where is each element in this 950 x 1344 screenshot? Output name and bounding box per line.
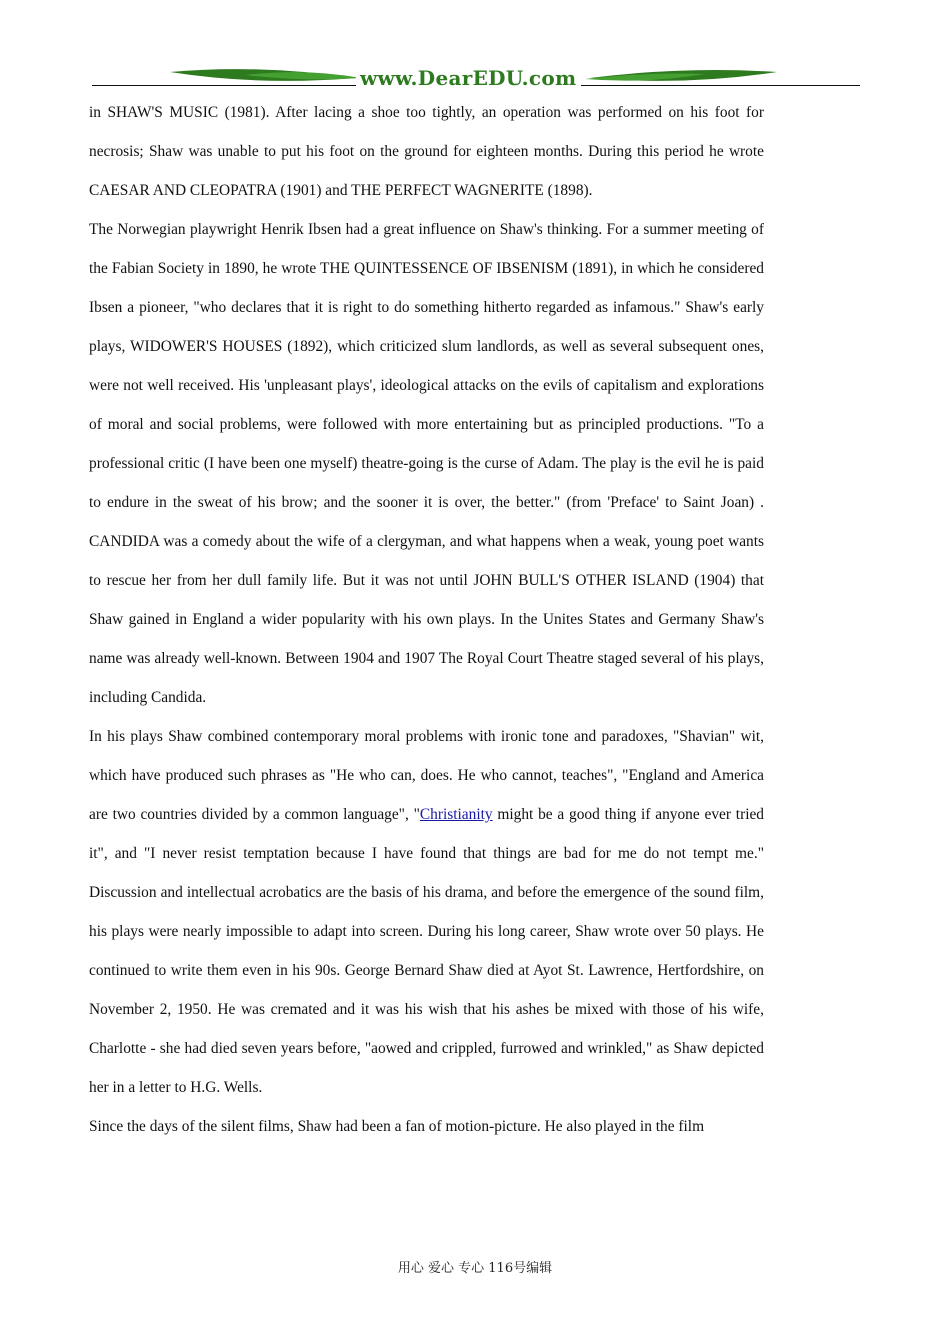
page-footer: 用心 爱心 专心 116号编辑 (397, 1261, 553, 1276)
site-logo: www.DearEDU.com (356, 64, 581, 92)
paragraph-1: in SHAW'S MUSIC (1981). After lacing a shoe too tightly, an operation was performed on his foot for necrosis; Shaw was unable to put his foot on the ground for eighteen months. During this period he wrote CAESAR AND CLEOPATRA (1901) and THE PERFECT WAGNERITE (1898). (89, 104, 764, 199)
christianity-link[interactable]: Christianity (419, 806, 493, 823)
page-header (0, 58, 950, 98)
document-body (89, 93, 764, 1146)
paragraph-3-text-before: In his plays Shaw combined contemporary moral problems with ironic tone and paradoxes, "Shavian" wit, which have produced such phrases as "He who can, does. He who cannot, teaches", "England and America are two countries divided by a common language", " (89, 728, 764, 823)
paragraph-3 (89, 717, 764, 1107)
paragraph-2: The Norwegian playwright Henrik Ibsen had a great influence on Shaw's thinking. For a summer meeting of the Fabian Society in 1890, he wrote THE QUINTESSENCE OF IBSENISM (1891), in which he considered Ibsen a pioneer, "who declares that it is right to do something hitherto regarded as infamous." Shaw's early plays, WIDOWER'S HOUSES (1892), which criticized slum landlords, as well as several subsequent ones, were not well received. His 'unpleasant plays', ideological attacks on the evils of capitalism and explorations of moral and social problems, were followed with more entertaining but as principled productions. "To a professional critic (I have been one myself) theatre-going is the curse of Adam. The play is the evil he is paid to endure in the sweat of his brow; and the sooner it is over, the better." (from 'Preface' to Saint Joan) . CANDIDA was a comedy about the wife of a clergyman, and what happens when a weak, young poet wants to rescue her from her dull family life. But it was not until JOHN BULL'S OTHER ISLAND (1904) that Shaw gained in England a wider popularity with his own plays. In the Unites States and Germany Shaw's name was already well-known. Between 1904 and 1907 The Royal Court Theatre staged several of his plays, including Candida. (89, 221, 764, 706)
paragraph-3-text-after: might be a good thing if anyone ever tried it", and "I never resist temptation because I have found that things are bad for me do not tempt me." Discussion and intellectual acrobatics are the basis of his drama, and before the emergence of the sound film, his plays were nearly impossible to adapt into screen. During his long career, Shaw wrote over 50 plays. He continued to write them even in his 90s. George Bernard Shaw died at Ayot St. Lawrence, Hertfordshire, on November 2, 1950. He was cremated and it was his wish that his ashes be mixed with those of his wife, Charlotte - she had died seven years before, "aowed and crippled, furrowed and wrinkled," as Shaw depicted her in a letter to H.G. Wells. (89, 806, 764, 1096)
paragraph-4: Since the days of the silent films, Shaw had been a fan of motion-picture. He also played in the film (89, 1118, 705, 1135)
